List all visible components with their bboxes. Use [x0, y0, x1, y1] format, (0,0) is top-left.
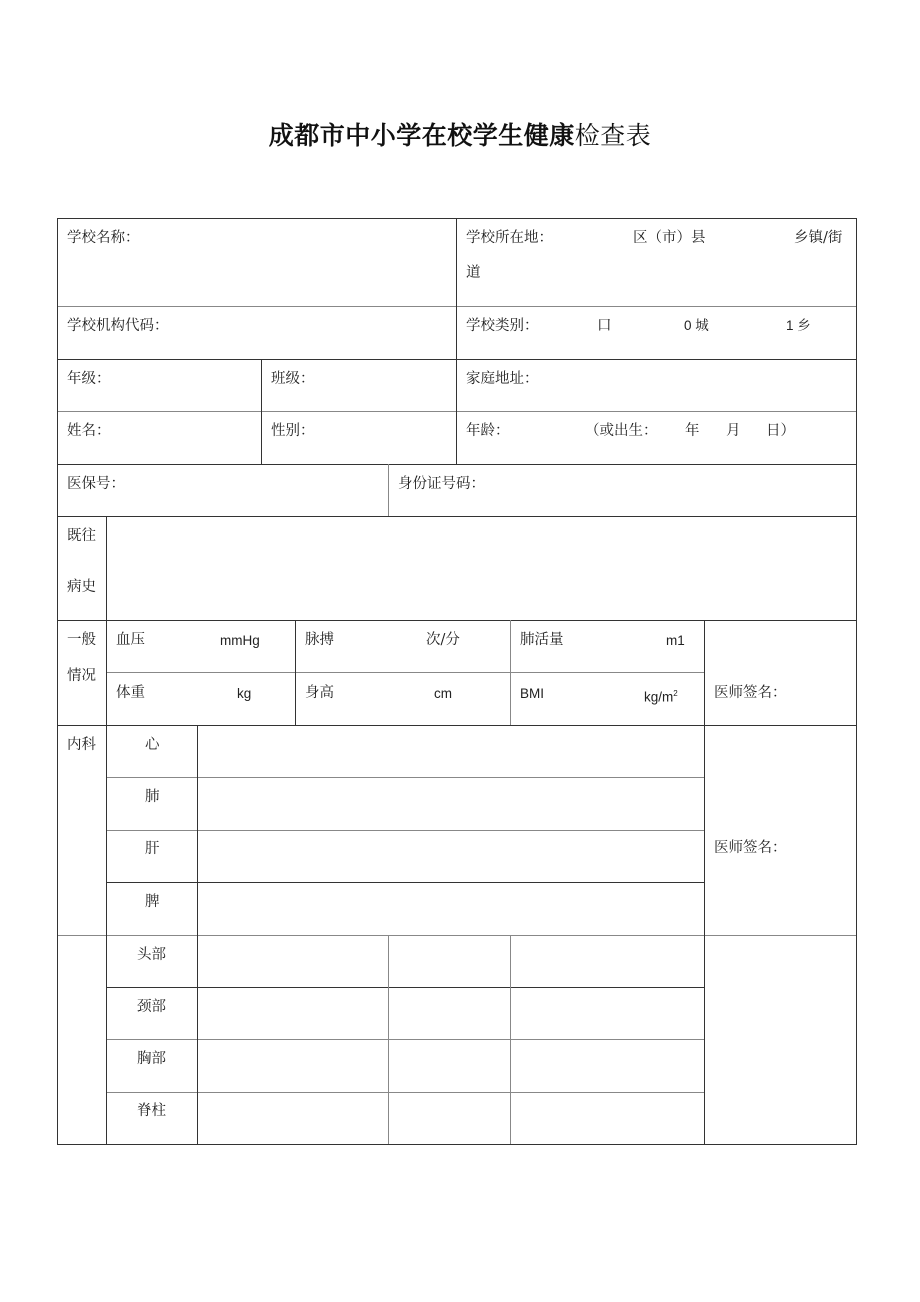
- school-name-field[interactable]: [67, 229, 140, 247]
- height-unit: cm: [434, 686, 452, 701]
- lung-input[interactable]: [199, 779, 703, 828]
- surgery-item-chest: 胸部: [137, 1051, 166, 1067]
- blood-pressure-label: 血压: [116, 632, 145, 648]
- internal-medicine-label: 内科: [67, 737, 96, 753]
- table-border-right: [856, 218, 857, 1144]
- history-label-line1: 既往: [67, 528, 96, 544]
- spleen-input[interactable]: [199, 884, 703, 933]
- student-name-label: 姓名：: [67, 423, 111, 439]
- internal-item-liver: 肝: [145, 841, 160, 857]
- student-name-field[interactable]: [67, 422, 111, 440]
- table-border-left: [57, 218, 58, 1144]
- col-line: [456, 218, 457, 464]
- location-town-cont-label: 道: [466, 265, 481, 281]
- title-main: 成都市中小学在校学生健康: [268, 121, 575, 150]
- bmi-unit-sup: 2: [673, 689, 678, 698]
- spine-input[interactable]: [199, 1094, 387, 1143]
- col-line: [388, 935, 389, 1144]
- col-line: [197, 725, 198, 1144]
- history-input-area[interactable]: [108, 518, 854, 618]
- school-code-field[interactable]: [67, 317, 169, 335]
- grade-field[interactable]: [67, 370, 111, 388]
- gender-field[interactable]: [271, 422, 315, 440]
- general-label-line2: 情况: [67, 668, 96, 684]
- school-type-city-option[interactable]: 0 城: [684, 318, 709, 333]
- address-field[interactable]: [466, 370, 539, 388]
- col-line: [295, 620, 296, 725]
- bmi-label: BMI: [520, 686, 545, 701]
- internal-item-lung: 肺: [145, 789, 160, 805]
- general-doctor-signature[interactable]: 医师签名：: [714, 685, 787, 701]
- surgery-item-head: 头部: [137, 947, 166, 963]
- row-line: [57, 411, 857, 412]
- table-border-bottom: [57, 1144, 857, 1145]
- insurance-number-label: 医保号：: [67, 476, 125, 492]
- page-title: [0, 116, 920, 152]
- insurance-number-field[interactable]: [67, 475, 125, 493]
- col-line: [261, 359, 262, 464]
- col-line: [510, 935, 511, 1144]
- bmi-unit: [644, 685, 678, 707]
- surgery-item-spine: 脊柱: [137, 1103, 166, 1119]
- neck-input[interactable]: [199, 989, 387, 1038]
- address-label: 家庭地址：: [466, 371, 539, 387]
- table-border-top: [57, 218, 857, 219]
- surgery-item-neck: 颈部: [137, 999, 166, 1015]
- row-line: [57, 935, 857, 936]
- row-line: [57, 516, 857, 517]
- school-code-label: 学校机构代码：: [67, 318, 169, 334]
- head-input[interactable]: [199, 937, 387, 986]
- col-line: [704, 620, 705, 1144]
- class-label: 班级：: [271, 371, 315, 387]
- blood-pressure-unit: mmHg: [220, 633, 260, 648]
- row-line: [106, 987, 704, 988]
- birth-year-label: 年: [685, 423, 700, 439]
- row-line: [106, 777, 704, 778]
- row-line: [57, 725, 857, 726]
- height-label: 身高: [305, 685, 334, 701]
- weight-label: 体重: [116, 685, 145, 701]
- row-line: [106, 882, 704, 883]
- class-field[interactable]: [271, 370, 315, 388]
- liver-input[interactable]: [199, 832, 703, 881]
- school-type-label: 学校类别：: [466, 318, 539, 334]
- chest-input[interactable]: [199, 1041, 387, 1090]
- vital-capacity-label: 肺活量: [520, 632, 564, 648]
- bmi-unit-base: kg/m: [644, 689, 674, 705]
- internal-item-spleen: 脾: [145, 894, 160, 910]
- birth-label: （或出生：: [585, 423, 658, 439]
- col-line: [510, 620, 511, 725]
- row-line: [106, 672, 704, 673]
- row-line: [57, 359, 857, 360]
- age-field[interactable]: [466, 422, 510, 440]
- location-town-label: 乡镇/街: [794, 230, 843, 246]
- row-line: [106, 1092, 704, 1093]
- heart-input[interactable]: [199, 727, 703, 776]
- school-location-label: 学校所在地：: [466, 230, 553, 246]
- vital-capacity-unit: m1: [666, 633, 685, 648]
- school-location-field[interactable]: [466, 229, 553, 247]
- row-line: [57, 620, 857, 621]
- history-label-line2: 病史: [67, 579, 96, 595]
- col-line: [388, 464, 389, 516]
- internal-item-heart: 心: [145, 737, 160, 753]
- id-number-label: 身份证号码：: [398, 476, 485, 492]
- school-type-rural-option[interactable]: 1 乡: [786, 318, 811, 333]
- general-label-line1: 一般: [67, 632, 96, 648]
- row-line: [57, 464, 857, 465]
- grade-label: 年级：: [67, 371, 111, 387]
- pulse-label: 脉搏: [305, 632, 334, 648]
- row-line: [57, 306, 857, 307]
- weight-unit: kg: [237, 686, 252, 701]
- title-tail: 检查表: [574, 121, 652, 150]
- school-type-checkbox[interactable]: 口: [597, 318, 612, 334]
- row-line: [106, 1039, 704, 1040]
- pulse-unit: 次/分: [426, 632, 460, 648]
- col-line: [106, 516, 107, 1144]
- age-label: 年龄：: [466, 423, 510, 439]
- id-number-field[interactable]: [398, 475, 485, 493]
- row-line: [106, 830, 704, 831]
- location-district-label: 区（市）县: [633, 230, 706, 246]
- gender-label: 性别：: [271, 423, 315, 439]
- birth-day-label: 日）: [766, 423, 795, 439]
- birth-month-label: 月: [726, 423, 741, 439]
- school-name-label: 学校名称：: [67, 230, 140, 246]
- internal-doctor-signature[interactable]: 医师签名：: [714, 840, 787, 856]
